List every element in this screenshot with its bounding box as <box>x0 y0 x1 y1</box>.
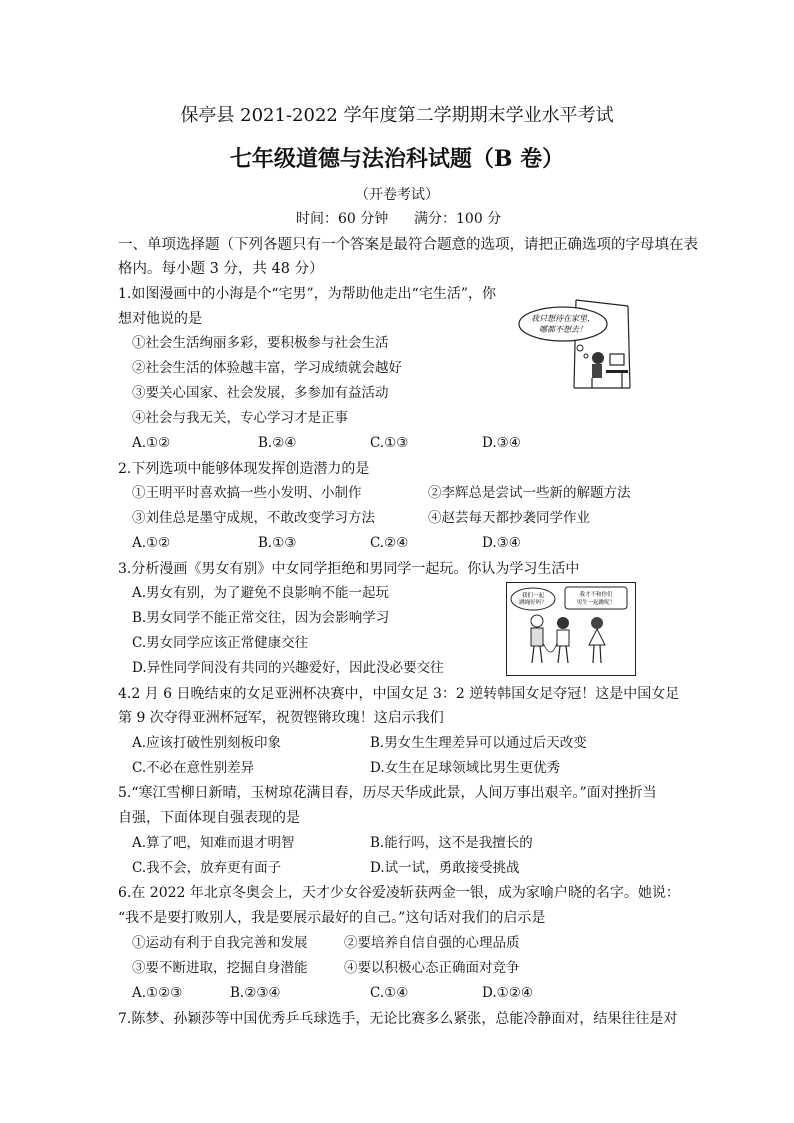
q5-option-b: B.能行吗，这不是我擅长的 <box>370 835 533 851</box>
q1-bubble-text-1: 我只想待在家里， <box>531 314 595 323</box>
q2-option-c: C.②④ <box>370 535 409 551</box>
section-heading-line1: 一、单项选择题（下列各题只有一个答案是最符合题意的选项，请把正确选项的字母填在表 <box>118 237 698 253</box>
q6-statement-3: ③要不断进取，挖掘自身潜能 <box>132 960 308 976</box>
q1-statement-1: ①社会生活绚丽多彩，要积极参与社会生活 <box>132 335 389 351</box>
q1-option-d: D.③④ <box>482 435 521 451</box>
score-label: 满分：100 分 <box>414 211 502 227</box>
q5-option-a: A.算了吧，知难而退才明智 <box>132 835 295 851</box>
q4-option-a: A.应该打破性别刻板印象 <box>132 735 282 751</box>
q1-statement-3: ③要关心国家、社会发展，多参加有益活动 <box>132 385 389 401</box>
q3-bubble-right-2: 男生一起跳呢！ <box>576 600 616 606</box>
q1-statement-4: ④社会与我无关，专心学习才是正事 <box>132 410 348 426</box>
q3-cartoon-image <box>506 582 636 676</box>
section-heading-line2: 格内。每小题 3 分，共 48 分） <box>118 261 324 277</box>
q1-cartoon-image <box>518 292 644 394</box>
q1-stem-line2: 想对他说的是 <box>118 311 202 327</box>
q1-option-b: B.②④ <box>258 435 297 451</box>
q7-stem-line1: 7.陈梦、孙颖莎等中国优秀乒乓球选手，无论比赛多么紧张，总能冷静面对，结果往往是对 <box>118 1011 678 1027</box>
exam-mode: （开卷考试） <box>355 187 439 203</box>
q1-statement-2: ②社会生活的体验越丰富，学习成绩就会越好 <box>132 360 402 376</box>
q1-bubble-text-2: 哪都不想去！ <box>539 325 587 334</box>
q5-stem-line1: 5.“寒江雪柳日新晴，玉树琼花满目春，历尽天华成此景，人间万事出艰辛。”面对挫折当 <box>118 785 657 801</box>
q4-option-c: C.不必在意性别差异 <box>132 760 255 776</box>
q2-stem-line1: 2.下列选项中能够体现发挥创造潜力的是 <box>118 461 370 477</box>
q6-statement-2: ②要培养自信自强的心理品质 <box>344 935 520 951</box>
q6-stem-line1: 6.在 2022 年北京冬奥会上，天才少女谷爱凌斩获两金一银，成为家喻户晓的名字。她说： <box>118 885 680 901</box>
q6-option-d: D.①②④ <box>482 985 533 1001</box>
q4-option-b: B.男女生生理差异可以通过后天改变 <box>370 735 587 751</box>
q2-statement-2: ②李辉总是尝试一些新的解题方法 <box>428 485 631 501</box>
q3-option-a: A.男女有别，为了避免不良影响不能一起玩 <box>132 585 390 601</box>
q3-option-c: C.男女同学应该正常健康交往 <box>132 635 309 651</box>
q2-statement-4: ④赵芸每天都抄袭同学作业 <box>428 510 590 526</box>
q5-option-d: D.试一试，勇敢接受挑战 <box>370 860 520 876</box>
q3-bubble-left-1: 我们一起 <box>521 593 545 599</box>
q2-statement-1: ①王明平时喜欢搞一些小发明、小制作 <box>132 485 362 501</box>
paper-title: 七年级道德与法治科试题（B 卷） <box>229 146 565 172</box>
q5-stem-line2: 自强，下面体现自强表现的是 <box>118 810 300 826</box>
q3-cartoon-drawing <box>507 583 633 673</box>
q1-stem-line1: 1.如图漫画中的小海是个“宅男”，为帮助他走出“宅生活”，你 <box>118 286 496 302</box>
q2-option-a: A.①② <box>132 535 171 551</box>
q6-stem-line2: “我不是要打败别人，我是要展示最好的自己。”这句话对我们的启示是 <box>118 910 546 926</box>
q4-option-d: D.女生在足球领域比男生更优秀 <box>370 760 561 776</box>
q1-cartoon-drawing <box>518 292 644 394</box>
exam-title: 保亭县 2021-2022 学年度第二学期期末学业水平考试 <box>180 105 614 126</box>
q4-stem-line1: 4.2 月 6 日晚结束的女足亚洲杯决赛中，中国女足 3：2 逆转韩国女足夺冠！这是中国女足 <box>118 686 680 702</box>
q4-stem-line2: 第 9 次夺得亚洲杯冠军，祝贺铿锵玫瑰！这启示我们 <box>118 710 444 726</box>
q5-option-c: C.我不会，放弃更有面子 <box>132 860 282 876</box>
q6-option-b: B.②③④ <box>230 985 281 1001</box>
q6-statement-1: ①运动有利于自我完善和发展 <box>132 935 308 951</box>
time-label: 时间：60 分钟 <box>296 211 389 227</box>
q2-option-b: B.①③ <box>258 535 297 551</box>
q1-option-c: C.①③ <box>370 435 409 451</box>
q6-statement-4: ④要以积极心态正确面对竞争 <box>344 960 520 976</box>
q3-bubble-right-1: 我才不和你们 <box>579 592 613 598</box>
q6-option-a: A.①②③ <box>132 985 183 1001</box>
q3-option-d: D.异性同学间没有共同的兴趣爱好，因此没必要交往 <box>132 660 444 676</box>
q2-option-d: D.③④ <box>482 535 521 551</box>
q3-stem-line1: 3.分析漫画《男女有别》中女同学拒绝和男同学一起玩。你认为学习生活中 <box>118 561 580 577</box>
q3-option-b: B.男女同学不能正常交往，因为会影响学习 <box>132 610 390 626</box>
q3-bubble-left-2: 跳绳好吗？ <box>519 600 547 606</box>
q6-option-c: C.①④ <box>370 985 409 1001</box>
q1-option-a: A.①② <box>132 435 171 451</box>
q2-statement-3: ③刘佳总是墨守成规，不敢改变学习方法 <box>132 510 375 526</box>
